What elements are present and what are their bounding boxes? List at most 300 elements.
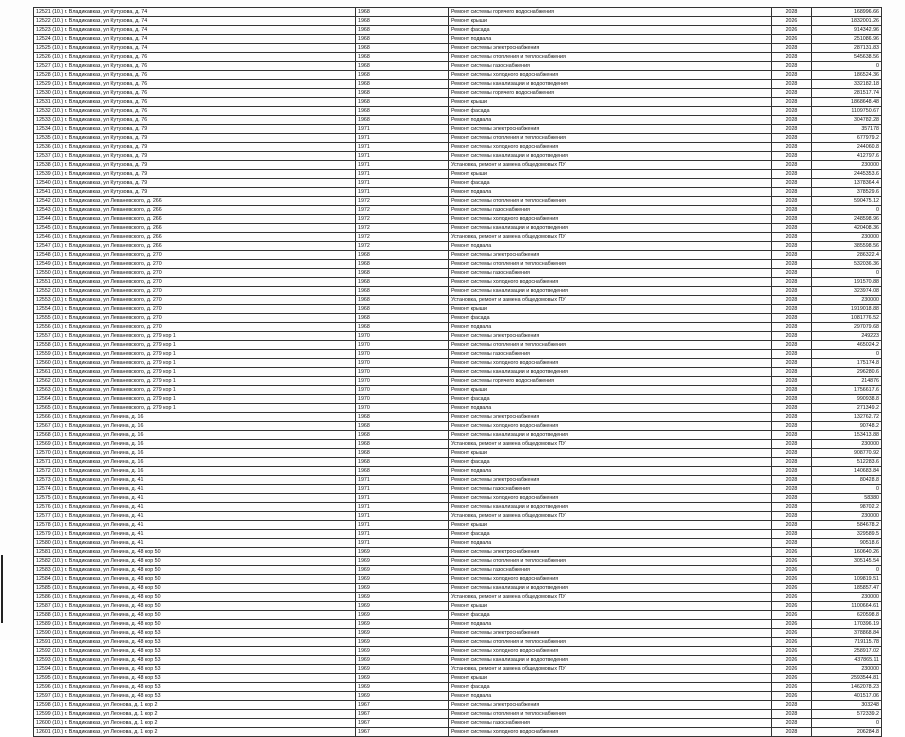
cost-cell: 303248 <box>812 701 882 710</box>
table-row <box>34 377 882 386</box>
work-type-cell: Ремонт подвала <box>449 620 772 629</box>
address-cell: 12588 (10.) г. Владикавказ, ул Ленина, д. 48 кор 50 <box>34 611 356 620</box>
work-type-cell: Ремонт системы отопления и теплоснабжения <box>449 557 772 566</box>
year-cell: 1971 <box>356 143 449 152</box>
work-type-cell: Ремонт системы канализации и водоотведения <box>449 656 772 665</box>
work-type-cell: Ремонт крыши <box>449 17 772 26</box>
year-cell: 1968 <box>356 278 449 287</box>
cost-cell: 677979.2 <box>812 134 882 143</box>
plan-year-cell: 2026 <box>772 674 812 683</box>
year-cell: 1969 <box>356 602 449 611</box>
plan-year-cell: 2026 <box>772 683 812 692</box>
year-cell: 1972 <box>356 224 449 233</box>
table-row <box>34 89 882 98</box>
year-cell: 1968 <box>356 467 449 476</box>
year-cell: 1968 <box>356 107 449 116</box>
plan-year-cell: 2028 <box>772 71 812 80</box>
address-cell: 12532 (10.) г. Владикавказ, ул Кутузова, д. 76 <box>34 107 356 116</box>
year-cell: 1971 <box>356 539 449 548</box>
year-cell: 1967 <box>356 728 449 737</box>
table-row <box>34 161 882 170</box>
work-type-cell: Ремонт крыши <box>449 98 772 107</box>
year-cell: 1971 <box>356 134 449 143</box>
plan-year-cell: 2028 <box>772 341 812 350</box>
cost-cell: 323974.08 <box>812 287 882 296</box>
year-cell: 1969 <box>356 647 449 656</box>
address-cell: 12559 (10.) г. Владикавказ, ул Леваневского, д. 279 кор 1 <box>34 350 356 359</box>
plan-year-cell: 2028 <box>772 458 812 467</box>
cost-cell: 160640.26 <box>812 548 882 557</box>
cost-cell: 230000 <box>812 665 882 674</box>
address-cell: 12525 (10.) г. Владикавказ, ул Кутузова, д. 74 <box>34 44 356 53</box>
cost-cell: 230000 <box>812 296 882 305</box>
table-row <box>34 674 882 683</box>
table-row <box>34 584 882 593</box>
cost-cell: 230000 <box>812 593 882 602</box>
address-cell: 12538 (10.) г. Владикавказ, ул Кутузова, д. 79 <box>34 161 356 170</box>
year-cell: 1969 <box>356 548 449 557</box>
plan-year-cell: 2028 <box>772 449 812 458</box>
plan-year-cell: 2028 <box>772 242 812 251</box>
address-cell: 12564 (10.) г. Владикавказ, ул Леваневского, д. 279 кор 1 <box>34 395 356 404</box>
cost-cell: 401517.06 <box>812 692 882 701</box>
plan-year-cell: 2028 <box>772 386 812 395</box>
address-cell: 12561 (10.) г. Владикавказ, ул Леваневского, д. 279 кор 1 <box>34 368 356 377</box>
cost-cell: 230000 <box>812 440 882 449</box>
table-row <box>34 368 882 377</box>
plan-year-cell: 2026 <box>772 611 812 620</box>
cost-cell: 329589.5 <box>812 530 882 539</box>
cost-cell: 385598.56 <box>812 242 882 251</box>
cost-cell: 271349.2 <box>812 404 882 413</box>
scan-edge-mark <box>1 555 3 623</box>
plan-year-cell: 2028 <box>772 53 812 62</box>
cost-cell: 98702.2 <box>812 503 882 512</box>
year-cell: 1971 <box>356 188 449 197</box>
table-row <box>34 233 882 242</box>
cost-cell: 80428.8 <box>812 476 882 485</box>
address-cell: 12573 (10.) г. Владикавказ, ул Ленина, д. 41 <box>34 476 356 485</box>
plan-year-cell: 2028 <box>772 269 812 278</box>
work-type-cell: Установка, ремонт и замена общедомовых ПУ <box>449 161 772 170</box>
cost-cell: 545638.56 <box>812 53 882 62</box>
year-cell: 1967 <box>356 710 449 719</box>
work-type-cell: Ремонт системы горячего водоснабжения <box>449 8 772 17</box>
work-type-cell: Ремонт крыши <box>449 170 772 179</box>
work-type-cell: Ремонт системы канализации и водоотведения <box>449 368 772 377</box>
plan-year-cell: 2028 <box>772 62 812 71</box>
table-row <box>34 719 882 728</box>
work-type-cell: Ремонт фасада <box>449 611 772 620</box>
cost-cell: 153413.88 <box>812 431 882 440</box>
table-row <box>34 548 882 557</box>
address-cell: 12581 (10.) г. Владикавказ, ул Ленина, д. 48 кор 50 <box>34 548 356 557</box>
address-cell: 12584 (10.) г. Владикавказ, ул Ленина, д. 48 кор 50 <box>34 575 356 584</box>
year-cell: 1968 <box>356 44 449 53</box>
repair-schedule-table <box>33 7 882 737</box>
year-cell: 1968 <box>356 413 449 422</box>
address-cell: 12594 (10.) г. Владикавказ, ул Ленина, д. 48 кор 53 <box>34 665 356 674</box>
work-type-cell: Ремонт подвала <box>449 242 772 251</box>
year-cell: 1970 <box>356 377 449 386</box>
plan-year-cell: 2028 <box>772 422 812 431</box>
table-row <box>34 413 882 422</box>
address-cell: 12542 (10.) г. Владикавказ, ул Леваневского, д. 266 <box>34 197 356 206</box>
table-row <box>34 269 882 278</box>
table-row <box>34 251 882 260</box>
year-cell: 1968 <box>356 422 449 431</box>
year-cell: 1971 <box>356 179 449 188</box>
cost-cell: 258917.02 <box>812 647 882 656</box>
address-cell: 12558 (10.) г. Владикавказ, ул Леваневского, д. 279 кор 1 <box>34 341 356 350</box>
year-cell: 1969 <box>356 692 449 701</box>
year-cell: 1968 <box>356 260 449 269</box>
year-cell: 1972 <box>356 215 449 224</box>
cost-cell: 0 <box>812 566 882 575</box>
table-row <box>34 179 882 188</box>
cost-cell: 1081776.52 <box>812 314 882 323</box>
table-row <box>34 305 882 314</box>
cost-cell: 281517.74 <box>812 89 882 98</box>
plan-year-cell: 2028 <box>772 170 812 179</box>
address-cell: 12534 (10.) г. Владикавказ, ул Кутузова, д. 79 <box>34 125 356 134</box>
year-cell: 1968 <box>356 98 449 107</box>
cost-cell: 185857.47 <box>812 584 882 593</box>
work-type-cell: Ремонт системы отопления и теплоснабжения <box>449 53 772 62</box>
address-cell: 12572 (10.) г. Владикавказ, ул Ленина, д. 16 <box>34 467 356 476</box>
year-cell: 1972 <box>356 206 449 215</box>
plan-year-cell: 2028 <box>772 512 812 521</box>
table-row <box>34 215 882 224</box>
plan-year-cell: 2028 <box>772 80 812 89</box>
year-cell: 1969 <box>356 656 449 665</box>
table-row <box>34 359 882 368</box>
work-type-cell: Ремонт системы газоснабжения <box>449 566 772 575</box>
work-type-cell: Установка, ремонт и замена общедомовых ПУ <box>449 440 772 449</box>
year-cell: 1968 <box>356 89 449 98</box>
work-type-cell: Ремонт системы горячего водоснабжения <box>449 377 772 386</box>
work-type-cell: Ремонт фасада <box>449 458 772 467</box>
year-cell: 1968 <box>356 440 449 449</box>
cost-cell: 170396.19 <box>812 620 882 629</box>
cost-cell: 512283.6 <box>812 458 882 467</box>
work-type-cell: Ремонт системы холодного водоснабжения <box>449 575 772 584</box>
address-cell: 12526 (10.) г. Владикавказ, ул Кутузова, д. 76 <box>34 53 356 62</box>
plan-year-cell: 2028 <box>772 89 812 98</box>
address-cell: 12580 (10.) г. Владикавказ, ул Ленина, д. 41 <box>34 539 356 548</box>
address-cell: 12528 (10.) г. Владикавказ, ул Кутузова, д. 76 <box>34 71 356 80</box>
plan-year-cell: 2026 <box>772 575 812 584</box>
work-type-cell: Ремонт системы горячего водоснабжения <box>449 89 772 98</box>
address-cell: 12527 (10.) г. Владикавказ, ул Кутузова, д. 76 <box>34 62 356 71</box>
table-row <box>34 152 882 161</box>
work-type-cell: Ремонт фасада <box>449 683 772 692</box>
table-row <box>34 440 882 449</box>
address-cell: 12543 (10.) г. Владикавказ, ул Леваневского, д. 266 <box>34 206 356 215</box>
table-row <box>34 386 882 395</box>
table-row <box>34 521 882 530</box>
address-cell: 12587 (10.) г. Владикавказ, ул Ленина, д. 48 кор 50 <box>34 602 356 611</box>
table-row <box>34 224 882 233</box>
work-type-cell: Ремонт системы холодного водоснабжения <box>449 215 772 224</box>
year-cell: 1968 <box>356 458 449 467</box>
cost-cell: 332182.18 <box>812 80 882 89</box>
table-row <box>34 80 882 89</box>
table-row <box>34 422 882 431</box>
work-type-cell: Ремонт крыши <box>449 602 772 611</box>
year-cell: 1969 <box>356 665 449 674</box>
plan-year-cell: 2026 <box>772 593 812 602</box>
cost-cell: 1378364.4 <box>812 179 882 188</box>
table-row <box>34 431 882 440</box>
plan-year-cell: 2028 <box>772 440 812 449</box>
work-type-cell: Ремонт системы отопления и теплоснабжения <box>449 260 772 269</box>
cost-cell: 90748.2 <box>812 422 882 431</box>
address-cell: 12598 (10.) г. Владикавказ, ул Леонова, д. 1 кор 2 <box>34 701 356 710</box>
work-type-cell: Ремонт системы канализации и водоотведения <box>449 287 772 296</box>
year-cell: 1970 <box>356 404 449 413</box>
work-type-cell: Ремонт подвала <box>449 692 772 701</box>
work-type-cell: Ремонт подвала <box>449 116 772 125</box>
cost-cell: 168996.66 <box>812 8 882 17</box>
work-type-cell: Ремонт системы канализации и водоотведения <box>449 224 772 233</box>
address-cell: 12591 (10.) г. Владикавказ, ул Ленина, д. 48 кор 53 <box>34 638 356 647</box>
work-type-cell: Ремонт системы холодного водоснабжения <box>449 143 772 152</box>
table-row <box>34 71 882 80</box>
table-row <box>34 458 882 467</box>
cost-cell: 304782.28 <box>812 116 882 125</box>
address-cell: 12529 (10.) г. Владикавказ, ул Кутузова, д. 76 <box>34 80 356 89</box>
year-cell: 1969 <box>356 629 449 638</box>
year-cell: 1968 <box>356 431 449 440</box>
table-row <box>34 557 882 566</box>
cost-cell: 0 <box>812 206 882 215</box>
plan-year-cell: 2028 <box>772 404 812 413</box>
address-cell: 12583 (10.) г. Владикавказ, ул Ленина, д. 48 кор 50 <box>34 566 356 575</box>
table-row <box>34 647 882 656</box>
year-cell: 1971 <box>356 161 449 170</box>
year-cell: 1968 <box>356 314 449 323</box>
work-type-cell: Ремонт подвала <box>449 539 772 548</box>
year-cell: 1968 <box>356 62 449 71</box>
year-cell: 1971 <box>356 152 449 161</box>
address-cell: 12544 (10.) г. Владикавказ, ул Леваневского, д. 266 <box>34 215 356 224</box>
year-cell: 1968 <box>356 323 449 332</box>
table-row <box>34 278 882 287</box>
year-cell: 1968 <box>356 305 449 314</box>
year-cell: 1968 <box>356 26 449 35</box>
table-row <box>34 35 882 44</box>
work-type-cell: Ремонт системы канализации и водоотведения <box>449 503 772 512</box>
address-cell: 12570 (10.) г. Владикавказ, ул Ленина, д. 16 <box>34 449 356 458</box>
cost-cell: 230000 <box>812 512 882 521</box>
work-type-cell: Установка, ремонт и замена общедомовых ПУ <box>449 665 772 674</box>
year-cell: 1968 <box>356 53 449 62</box>
plan-year-cell: 2028 <box>772 116 812 125</box>
address-cell: 12579 (10.) г. Владикавказ, ул Ленина, д. 41 <box>34 530 356 539</box>
work-type-cell: Ремонт системы электроснабжения <box>449 548 772 557</box>
table-row <box>34 314 882 323</box>
table-row <box>34 575 882 584</box>
table-row <box>34 683 882 692</box>
address-cell: 12554 (10.) г. Владикавказ, ул Леваневского, д. 270 <box>34 305 356 314</box>
work-type-cell: Ремонт фасада <box>449 530 772 539</box>
address-cell: 12531 (10.) г. Владикавказ, ул Кутузова, д. 76 <box>34 98 356 107</box>
cost-cell: 1100664.61 <box>812 602 882 611</box>
cost-cell: 248598.96 <box>812 215 882 224</box>
address-cell: 12541 (10.) г. Владикавказ, ул Кутузова, д. 79 <box>34 188 356 197</box>
work-type-cell: Ремонт системы газоснабжения <box>449 485 772 494</box>
plan-year-cell: 2028 <box>772 251 812 260</box>
year-cell: 1968 <box>356 287 449 296</box>
address-cell: 12547 (10.) г. Владикавказ, ул Леваневского, д. 266 <box>34 242 356 251</box>
plan-year-cell: 2026 <box>772 629 812 638</box>
plan-year-cell: 2026 <box>772 584 812 593</box>
cost-cell: 206284.8 <box>812 728 882 737</box>
plan-year-cell: 2028 <box>772 494 812 503</box>
plan-year-cell: 2028 <box>772 260 812 269</box>
table-row <box>34 530 882 539</box>
plan-year-cell: 2026 <box>772 656 812 665</box>
plan-year-cell: 2028 <box>772 287 812 296</box>
address-cell: 12552 (10.) г. Владикавказ, ул Леваневского, д. 270 <box>34 287 356 296</box>
table-row <box>34 692 882 701</box>
work-type-cell: Ремонт системы газоснабжения <box>449 206 772 215</box>
plan-year-cell: 2028 <box>772 278 812 287</box>
work-type-cell: Ремонт системы газоснабжения <box>449 269 772 278</box>
cost-cell: 244060.8 <box>812 143 882 152</box>
plan-year-cell: 2028 <box>772 350 812 359</box>
work-type-cell: Ремонт системы холодного водоснабжения <box>449 278 772 287</box>
work-type-cell: Установка, ремонт и замена общедомовых ПУ <box>449 233 772 242</box>
cost-cell: 287131.83 <box>812 44 882 53</box>
address-cell: 12537 (10.) г. Владикавказ, ул Кутузова, д. 79 <box>34 152 356 161</box>
plan-year-cell: 2028 <box>772 539 812 548</box>
address-cell: 12596 (10.) г. Владикавказ, ул Ленина, д. 48 кор 53 <box>34 683 356 692</box>
address-cell: 12540 (10.) г. Владикавказ, ул Кутузова, д. 79 <box>34 179 356 188</box>
plan-year-cell: 2026 <box>772 692 812 701</box>
work-type-cell: Ремонт крыши <box>449 674 772 683</box>
year-cell: 1968 <box>356 251 449 260</box>
plan-year-cell: 2028 <box>772 521 812 530</box>
cost-cell: 1109750.67 <box>812 107 882 116</box>
cost-cell: 908770.92 <box>812 449 882 458</box>
address-cell: 12574 (10.) г. Владикавказ, ул Ленина, д. 41 <box>34 485 356 494</box>
year-cell: 1969 <box>356 584 449 593</box>
work-type-cell: Ремонт системы холодного водоснабжения <box>449 71 772 80</box>
work-type-cell: Установка, ремонт и замена общедомовых ПУ <box>449 512 772 521</box>
year-cell: 1968 <box>356 35 449 44</box>
year-cell: 1971 <box>356 476 449 485</box>
plan-year-cell: 2026 <box>772 17 812 26</box>
cost-cell: 620598.8 <box>812 611 882 620</box>
cost-cell: 1756617.6 <box>812 386 882 395</box>
table-row <box>34 566 882 575</box>
work-type-cell: Ремонт системы канализации и водоотведения <box>449 152 772 161</box>
plan-year-cell: 2028 <box>772 485 812 494</box>
cost-cell: 186524.36 <box>812 71 882 80</box>
plan-year-cell: 2028 <box>772 377 812 386</box>
plan-year-cell: 2028 <box>772 719 812 728</box>
plan-year-cell: 2028 <box>772 179 812 188</box>
work-type-cell: Ремонт системы канализации и водоотведения <box>449 431 772 440</box>
year-cell: 1969 <box>356 638 449 647</box>
year-cell: 1968 <box>356 17 449 26</box>
table-row <box>34 350 882 359</box>
address-cell: 12582 (10.) г. Владикавказ, ул Ленина, д. 48 кор 50 <box>34 557 356 566</box>
plan-year-cell: 2026 <box>772 620 812 629</box>
work-type-cell: Ремонт системы канализации и водоотведения <box>449 80 772 89</box>
table-row <box>34 242 882 251</box>
work-type-cell: Ремонт системы отопления и теплоснабжения <box>449 134 772 143</box>
cost-cell: 378529.6 <box>812 188 882 197</box>
cost-cell: 0 <box>812 485 882 494</box>
plan-year-cell: 2028 <box>772 314 812 323</box>
year-cell: 1972 <box>356 233 449 242</box>
table-row <box>34 197 882 206</box>
table-row <box>34 476 882 485</box>
year-cell: 1969 <box>356 575 449 584</box>
cost-cell: 0 <box>812 719 882 728</box>
year-cell: 1972 <box>356 242 449 251</box>
work-type-cell: Ремонт системы электроснабжения <box>449 701 772 710</box>
plan-year-cell: 2028 <box>772 44 812 53</box>
table-row <box>34 188 882 197</box>
plan-year-cell: 2028 <box>772 323 812 332</box>
table-row <box>34 449 882 458</box>
address-cell: 12597 (10.) г. Владикавказ, ул Ленина, д. 48 кор 53 <box>34 692 356 701</box>
plan-year-cell: 2028 <box>772 152 812 161</box>
address-cell: 12523 (10.) г. Владикавказ, ул Кутузова, д. 74 <box>34 26 356 35</box>
address-cell: 12578 (10.) г. Владикавказ, ул Ленина, д. 41 <box>34 521 356 530</box>
address-cell: 12546 (10.) г. Владикавказ, ул Леваневского, д. 266 <box>34 233 356 242</box>
plan-year-cell: 2028 <box>772 98 812 107</box>
table-row <box>34 53 882 62</box>
table-row <box>34 341 882 350</box>
table-row <box>34 467 882 476</box>
address-cell: 12577 (10.) г. Владикавказ, ул Ленина, д. 41 <box>34 512 356 521</box>
cost-cell: 2593544.81 <box>812 674 882 683</box>
year-cell: 1971 <box>356 494 449 503</box>
work-type-cell: Ремонт подвала <box>449 467 772 476</box>
year-cell: 1968 <box>356 71 449 80</box>
table-row <box>34 98 882 107</box>
table-row <box>34 629 882 638</box>
table-row <box>34 143 882 152</box>
cost-cell: 437865.11 <box>812 656 882 665</box>
cost-cell: 990938.8 <box>812 395 882 404</box>
address-cell: 12600 (10.) г. Владикавказ, ул Леонова, д. 1 кор 2 <box>34 719 356 728</box>
work-type-cell: Ремонт системы отопления и теплоснабжения <box>449 341 772 350</box>
year-cell: 1971 <box>356 503 449 512</box>
plan-year-cell: 2028 <box>772 125 812 134</box>
table-row <box>34 485 882 494</box>
year-cell: 1968 <box>356 449 449 458</box>
work-type-cell: Ремонт подвала <box>449 323 772 332</box>
work-type-cell: Ремонт фасада <box>449 179 772 188</box>
plan-year-cell: 2026 <box>772 638 812 647</box>
plan-year-cell: 2026 <box>772 566 812 575</box>
cost-cell: 1462078.23 <box>812 683 882 692</box>
year-cell: 1969 <box>356 611 449 620</box>
plan-year-cell: 2028 <box>772 107 812 116</box>
work-type-cell: Ремонт фасада <box>449 314 772 323</box>
table-row <box>34 170 882 179</box>
cost-cell: 109819.51 <box>812 575 882 584</box>
table-row <box>34 593 882 602</box>
plan-year-cell: 2028 <box>772 431 812 440</box>
plan-year-cell: 2026 <box>772 665 812 674</box>
